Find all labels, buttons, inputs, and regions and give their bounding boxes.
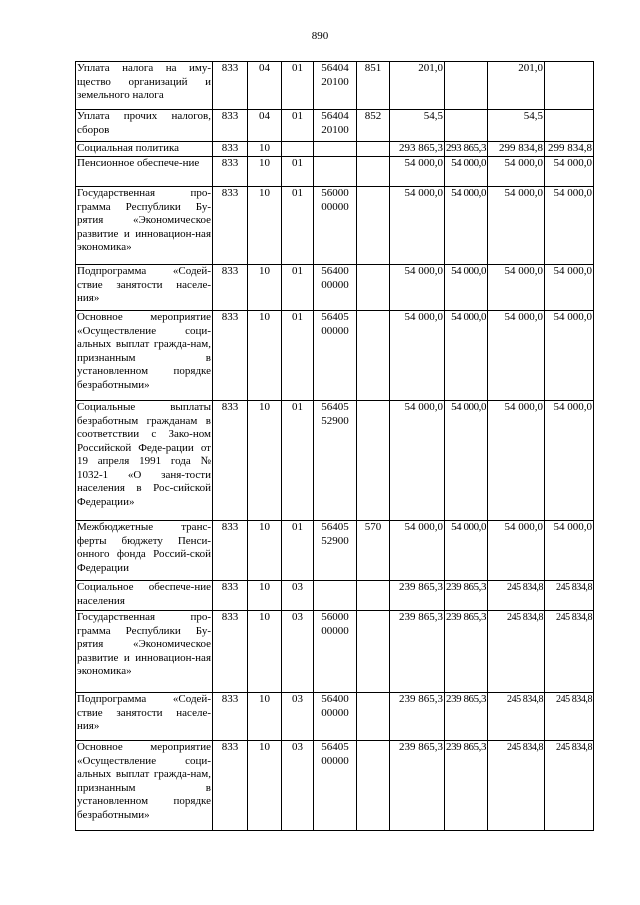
table-row xyxy=(76,265,594,311)
cell-amount-1: 54 000,0 xyxy=(390,521,445,581)
cell-target-article: 56000 00000 xyxy=(314,187,357,265)
cell-amount-4: 245 834,8 xyxy=(545,611,594,693)
budget-table xyxy=(75,61,594,831)
cell-amount-3: 54,5 xyxy=(488,110,545,142)
row-name: Государственная про-грамма Республики Бу-рятия «Экономическое развитие и инновацион-ная экономика» xyxy=(76,611,213,693)
cell-subsection: 03 xyxy=(282,581,314,611)
cell-expense-type xyxy=(357,142,390,157)
cell-target-article: 56405 52900 xyxy=(314,401,357,521)
cell-amount-3: 299 834,8 xyxy=(488,142,545,157)
cell-expense-type xyxy=(357,693,390,741)
cell-amount-2: 239 865,3 xyxy=(445,581,488,611)
cell-amount-3: 245 834,8 xyxy=(488,611,545,693)
cell-amount-4: 245 834,8 xyxy=(545,693,594,741)
cell-section: 10 xyxy=(248,311,282,401)
cell-section: 10 xyxy=(248,611,282,693)
cell-section: 10 xyxy=(248,265,282,311)
cell-target-article: 56400 00000 xyxy=(314,265,357,311)
cell-expense-type xyxy=(357,157,390,187)
cell-expense-type xyxy=(357,581,390,611)
cell-amount-3: 54 000,0 xyxy=(488,265,545,311)
cell-amount-1: 239 865,3 xyxy=(390,693,445,741)
cell-target-article: 56405 52900 xyxy=(314,521,357,581)
cell-ved: 833 xyxy=(213,581,248,611)
table-row xyxy=(76,401,594,521)
cell-amount-3: 245 834,8 xyxy=(488,581,545,611)
cell-amount-2: 54 000,0 xyxy=(445,401,488,521)
row-name: Государственная про-грамма Республики Бу-рятия «Экономическое развитие и инновацион-ная экономика» xyxy=(76,187,213,265)
cell-ved: 833 xyxy=(213,741,248,831)
cell-section: 10 xyxy=(248,521,282,581)
cell-amount-4: 54 000,0 xyxy=(545,401,594,521)
cell-amount-4 xyxy=(545,110,594,142)
cell-section: 10 xyxy=(248,142,282,157)
cell-amount-4: 54 000,0 xyxy=(545,187,594,265)
cell-target-article: 56404 20100 xyxy=(314,62,357,110)
cell-target-article xyxy=(314,157,357,187)
row-name: Социальная политика xyxy=(76,142,213,157)
cell-amount-1: 54,5 xyxy=(390,110,445,142)
cell-amount-2 xyxy=(445,62,488,110)
cell-ved: 833 xyxy=(213,521,248,581)
row-name: Основное мероприятие «Осуществление соци-альных выплат гражда-нам, признанным в установленном порядке безработными» xyxy=(76,311,213,401)
cell-subsection: 01 xyxy=(282,311,314,401)
cell-amount-1: 54 000,0 xyxy=(390,311,445,401)
cell-expense-type xyxy=(357,611,390,693)
cell-amount-2: 54 000,0 xyxy=(445,521,488,581)
table-row xyxy=(76,521,594,581)
cell-amount-3: 54 000,0 xyxy=(488,521,545,581)
table-row xyxy=(76,611,594,693)
cell-expense-type xyxy=(357,401,390,521)
table-row xyxy=(76,142,594,157)
cell-amount-2: 54 000,0 xyxy=(445,265,488,311)
cell-amount-2: 54 000,0 xyxy=(445,157,488,187)
cell-ved: 833 xyxy=(213,311,248,401)
page-number: 890 xyxy=(311,30,329,42)
table-row xyxy=(76,741,594,831)
cell-ved: 833 xyxy=(213,142,248,157)
cell-ved: 833 xyxy=(213,62,248,110)
cell-ved: 833 xyxy=(213,693,248,741)
cell-subsection: 03 xyxy=(282,693,314,741)
cell-target-article xyxy=(314,142,357,157)
cell-target-article: 56400 00000 xyxy=(314,693,357,741)
cell-amount-1: 54 000,0 xyxy=(390,265,445,311)
cell-amount-3: 245 834,8 xyxy=(488,741,545,831)
cell-subsection: 01 xyxy=(282,110,314,142)
table-row xyxy=(76,157,594,187)
cell-amount-4: 54 000,0 xyxy=(545,311,594,401)
cell-target-article: 56404 20100 xyxy=(314,110,357,142)
cell-subsection: 01 xyxy=(282,62,314,110)
table-row xyxy=(76,693,594,741)
cell-amount-4: 54 000,0 xyxy=(545,265,594,311)
cell-amount-2: 54 000,0 xyxy=(445,187,488,265)
row-name: Уплата прочих налогов, сборов xyxy=(76,110,213,142)
cell-section: 10 xyxy=(248,401,282,521)
cell-amount-1: 54 000,0 xyxy=(390,187,445,265)
cell-amount-3: 54 000,0 xyxy=(488,311,545,401)
cell-expense-type: 570 xyxy=(357,521,390,581)
cell-subsection xyxy=(282,142,314,157)
cell-amount-4: 245 834,8 xyxy=(545,581,594,611)
cell-section: 10 xyxy=(248,157,282,187)
cell-section: 10 xyxy=(248,741,282,831)
cell-expense-type xyxy=(357,741,390,831)
cell-amount-2: 239 865,3 xyxy=(445,693,488,741)
cell-amount-3: 54 000,0 xyxy=(488,187,545,265)
cell-expense-type xyxy=(357,187,390,265)
cell-subsection: 01 xyxy=(282,521,314,581)
cell-amount-2 xyxy=(445,110,488,142)
cell-amount-1: 54 000,0 xyxy=(390,401,445,521)
cell-expense-type: 851 xyxy=(357,62,390,110)
cell-amount-3: 54 000,0 xyxy=(488,401,545,521)
cell-subsection: 01 xyxy=(282,187,314,265)
cell-expense-type xyxy=(357,265,390,311)
row-name: Пенсионное обеспече-ние xyxy=(76,157,213,187)
cell-subsection: 01 xyxy=(282,157,314,187)
row-name: Подпрограмма «Содей-ствие занятости населе-ния» xyxy=(76,265,213,311)
cell-ved: 833 xyxy=(213,187,248,265)
cell-target-article xyxy=(314,581,357,611)
row-name: Социальные выплаты безработным гражданам в соответствии с Зако-ном Российской Феде-рации от 19 апреля 1991 года № 1032-1 «О заня-тости населения в Рос-сийской Федерации» xyxy=(76,401,213,521)
table-row xyxy=(76,187,594,265)
cell-subsection: 01 xyxy=(282,401,314,521)
cell-amount-1: 239 865,3 xyxy=(390,611,445,693)
cell-target-article: 56000 00000 xyxy=(314,611,357,693)
cell-ved: 833 xyxy=(213,157,248,187)
cell-amount-1: 201,0 xyxy=(390,62,445,110)
cell-amount-4: 299 834,8 xyxy=(545,142,594,157)
cell-amount-1: 54 000,0 xyxy=(390,157,445,187)
cell-amount-4: 54 000,0 xyxy=(545,521,594,581)
cell-target-article: 56405 00000 xyxy=(314,311,357,401)
cell-amount-3: 54 000,0 xyxy=(488,157,545,187)
cell-ved: 833 xyxy=(213,110,248,142)
cell-amount-1: 239 865,3 xyxy=(390,741,445,831)
row-name: Подпрограмма «Содей-ствие занятости населе-ния» xyxy=(76,693,213,741)
cell-section: 10 xyxy=(248,581,282,611)
cell-amount-4: 245 834,8 xyxy=(545,741,594,831)
cell-section: 10 xyxy=(248,693,282,741)
cell-amount-3: 245 834,8 xyxy=(488,693,545,741)
cell-amount-2: 239 865,3 xyxy=(445,741,488,831)
cell-amount-4 xyxy=(545,62,594,110)
table-row xyxy=(76,311,594,401)
cell-ved: 833 xyxy=(213,611,248,693)
cell-section: 04 xyxy=(248,62,282,110)
table-row xyxy=(76,62,594,110)
cell-amount-1: 239 865,3 xyxy=(390,581,445,611)
cell-subsection: 03 xyxy=(282,741,314,831)
cell-amount-2: 293 865,3 xyxy=(445,142,488,157)
cell-expense-type xyxy=(357,311,390,401)
table-row xyxy=(76,110,594,142)
row-name: Уплата налога на иму-щество организаций и земельного налога xyxy=(76,62,213,110)
cell-amount-4: 54 000,0 xyxy=(545,157,594,187)
cell-target-article: 56405 00000 xyxy=(314,741,357,831)
table-row xyxy=(76,581,594,611)
cell-subsection: 01 xyxy=(282,265,314,311)
cell-amount-2: 239 865,3 xyxy=(445,611,488,693)
row-name: Основное мероприятие «Осуществление соци-альных выплат гражда-нам, признанным в установленном порядке безработными» xyxy=(76,741,213,831)
cell-amount-1: 293 865,3 xyxy=(390,142,445,157)
cell-section: 10 xyxy=(248,187,282,265)
row-name: Межбюджетные транс-ферты бюджету Пенси-онного фонда Россий-ской Федерации xyxy=(76,521,213,581)
cell-section: 04 xyxy=(248,110,282,142)
cell-amount-2: 54 000,0 xyxy=(445,311,488,401)
cell-ved: 833 xyxy=(213,401,248,521)
cell-ved: 833 xyxy=(213,265,248,311)
cell-subsection: 03 xyxy=(282,611,314,693)
cell-amount-3: 201,0 xyxy=(488,62,545,110)
cell-expense-type: 852 xyxy=(357,110,390,142)
row-name: Социальное обеспече-ние населения xyxy=(76,581,213,611)
